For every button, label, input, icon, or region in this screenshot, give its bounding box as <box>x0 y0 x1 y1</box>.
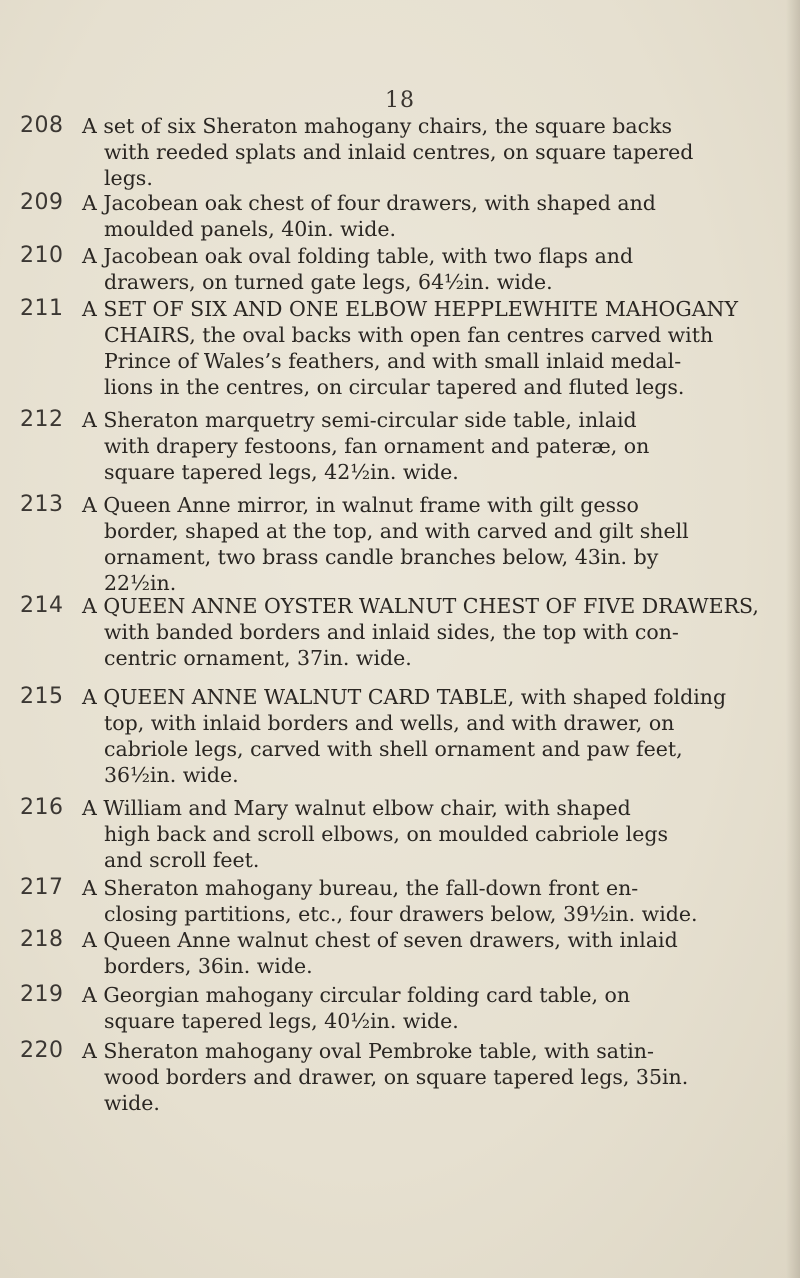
lot-description-line: A set of six Sheraton mahogany chairs, the square backs <box>82 114 673 138</box>
lot-description-line: cabriole legs, carved with shell ornament and paw feet, <box>104 737 683 761</box>
lot-description-line: A Sheraton mahogany oval Pembroke table, with satin- <box>82 1039 654 1063</box>
lot-number: 218 <box>20 927 64 952</box>
lot-description <box>82 875 710 927</box>
page-number: 18 <box>385 88 415 113</box>
lot-description <box>82 407 710 485</box>
lot-description-line: CHAIRS, the oval backs with open fan centres carved with <box>104 323 714 347</box>
lot-description-line: high back and scroll elbows, on moulded cabriole legs <box>104 822 669 846</box>
lot-description-line: and scroll feet. <box>104 848 260 872</box>
lot-description-line: wood borders and drawer, on square tapered legs, 35in. <box>104 1065 689 1089</box>
lot-description-line: square tapered legs, 40½in. wide. <box>104 1009 459 1033</box>
lot-description-line: moulded panels, 40in. wide. <box>104 217 396 241</box>
lot-description-line: A Queen Anne walnut chest of seven drawers, with inlaid <box>82 928 678 952</box>
lot-description-line: A Georgian mahogany circular folding card table, on <box>82 983 631 1007</box>
lot-number: 212 <box>20 407 64 432</box>
lot-description-line: 36½in. wide. <box>104 763 239 787</box>
lot-description <box>82 296 738 400</box>
lot-description-line: A QUEEN ANNE OYSTER WALNUT CHEST OF FIVE DRAWERS, <box>82 594 759 618</box>
lot-description-line: ornament, two brass candle branches below, 43in. by <box>104 545 659 569</box>
lot-description-line: A QUEEN ANNE WALNUT CARD TABLE, with shaped folding <box>82 685 727 709</box>
lot-description-line: A Sheraton mahogany bureau, the fall-down front en- <box>82 876 639 900</box>
lot-description-line: 22½in. <box>104 571 177 595</box>
lot-description-line: A Jacobean oak oval folding table, with two flaps and <box>82 244 634 268</box>
lot-description-line: borders, 36in. wide. <box>104 954 313 978</box>
lot-description <box>82 982 710 1034</box>
lot-description <box>82 1038 710 1116</box>
lot-description <box>82 492 710 596</box>
lot-description-line: lions in the centres, on circular tapered and fluted legs. <box>104 375 685 399</box>
lot-number: 219 <box>20 982 64 1007</box>
lot-description-line: top, with inlaid borders and wells, and with drawer, on <box>104 711 675 735</box>
lot-description-line: A William and Mary walnut elbow chair, with shaped <box>82 796 631 820</box>
lot-number: 216 <box>20 795 64 820</box>
lot-description-line: centric ornament, 37in. wide. <box>104 646 412 670</box>
lot-description <box>82 795 710 873</box>
lot-description-line: A SET OF SIX AND ONE ELBOW HEPPLEWHITE MAHOGANY <box>82 297 738 321</box>
lot-description-line: drawers, on turned gate legs, 64½in. wide. <box>104 270 553 294</box>
lot-description-line: A Jacobean oak chest of four drawers, with shaped and <box>82 191 656 215</box>
lot-number: 217 <box>20 875 64 900</box>
lot-description-line: square tapered legs, 42½in. wide. <box>104 460 459 484</box>
lot-description <box>82 927 710 979</box>
lot-number: 220 <box>20 1038 64 1063</box>
lot-description <box>82 593 759 671</box>
lot-description-line: Prince of Wales’s feathers, and with small inlaid medal- <box>104 349 682 373</box>
lot-number: 209 <box>20 190 64 215</box>
lot-description <box>82 113 710 191</box>
lot-number: 214 <box>20 593 64 618</box>
lot-description <box>82 684 727 788</box>
lot-number: 208 <box>20 113 64 138</box>
lot-description <box>82 243 710 295</box>
lot-number: 211 <box>20 296 64 321</box>
lot-description <box>82 190 710 242</box>
page-edge-shadow <box>786 0 800 1278</box>
lot-description-line: A Queen Anne mirror, in walnut frame with gilt gesso <box>82 493 639 517</box>
lot-description-line: with banded borders and inlaid sides, the top with con- <box>104 620 679 644</box>
lot-description-line: border, shaped at the top, and with carved and gilt shell <box>104 519 689 543</box>
lot-number: 215 <box>20 684 64 709</box>
lot-number: 210 <box>20 243 64 268</box>
lot-description-line: A Sheraton marquetry semi-circular side table, inlaid <box>82 408 637 432</box>
lot-description-line: wide. <box>104 1091 160 1115</box>
lot-description-line: with reeded splats and inlaid centres, on square tapered <box>104 140 694 164</box>
lot-description-line: with drapery festoons, fan ornament and pateræ, on <box>104 434 650 458</box>
lot-description-line: closing partitions, etc., four drawers below, 39½in. wide. <box>104 902 698 926</box>
lot-description-line: legs. <box>104 166 153 190</box>
lot-number: 213 <box>20 492 64 517</box>
